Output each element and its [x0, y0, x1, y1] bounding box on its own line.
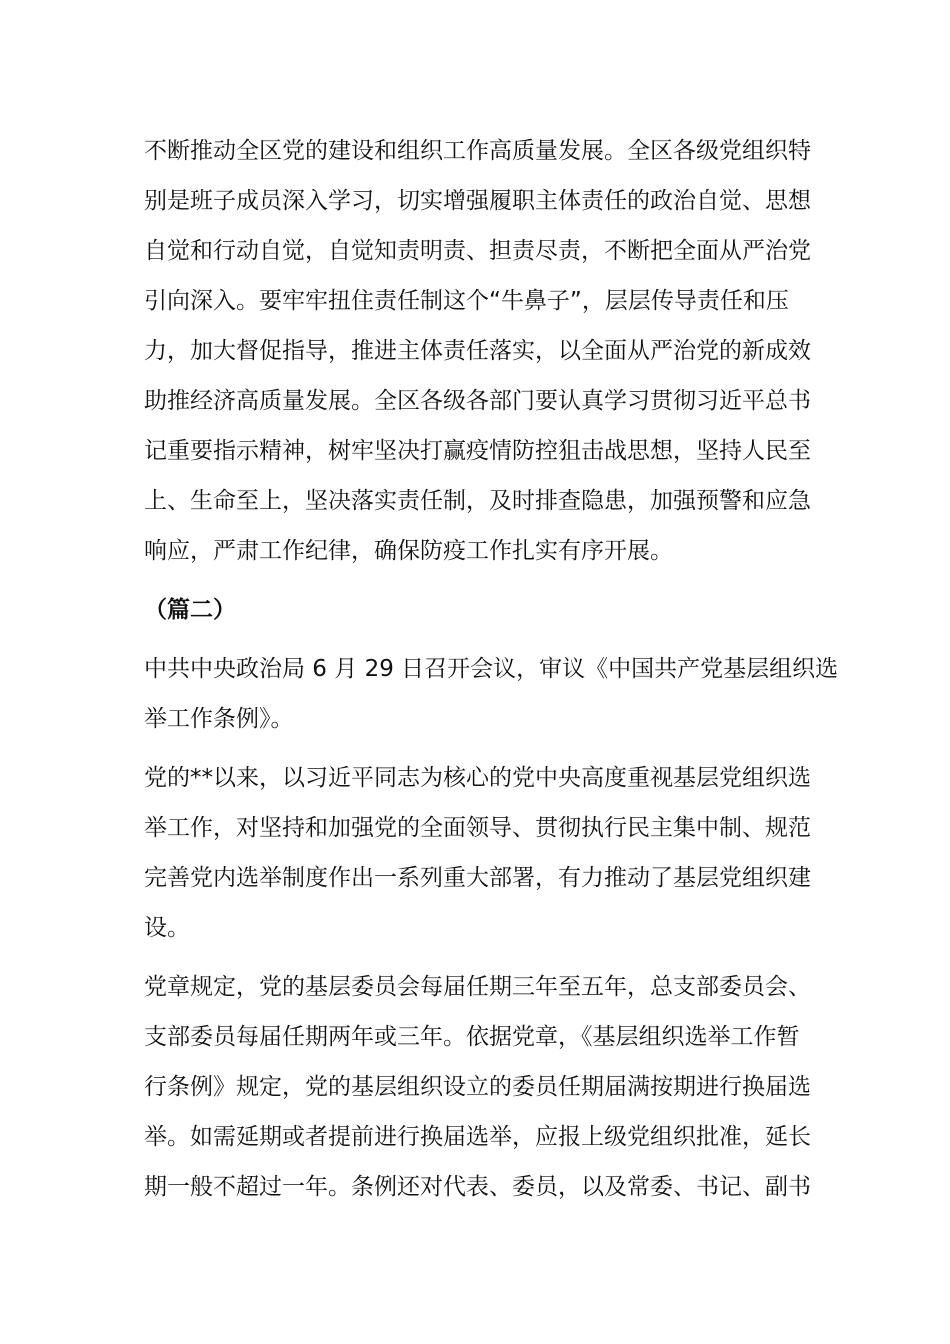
text-line: 自觉和行动自觉，自觉知责明责、担责尽责，不断把全面从严治党	[144, 238, 811, 264]
text-line: 完善党内选举制度作出一系列重大部署，有力推动了基层党组织建	[144, 865, 811, 891]
text-line: 行条例》规定，党的基层组织设立的委员任期届满按期进行换届选	[144, 1074, 811, 1100]
text-line: 党的**以来，以习近平同志为核心的党中央高度重视基层党组织选	[144, 765, 811, 791]
text-line: 力，加大督促指导，推进主体责任落实，以全面从严治党的新成效	[144, 338, 811, 364]
text-line: 别是班子成员深入学习，切实增强履职主体责任的政治自觉、思想	[144, 188, 811, 214]
paragraph-1	[144, 128, 811, 578]
text-line: 举工作条例》。	[144, 706, 294, 732]
text-line: 举。如需延期或者提前进行换届选举，应报上级党组织批准，延长	[144, 1124, 811, 1150]
text-line: 期一般不超过一年。条例还对代表、委员，以及常委、书记、副书	[144, 1174, 811, 1200]
section-heading: （篇二）	[144, 597, 236, 623]
text-line: 上、生命至上，坚决落实责任制，及时排查隐患，加强预警和应急	[144, 488, 811, 514]
document-body	[144, 128, 839, 1223]
text-line: 党章规定，党的基层委员会每届任期三年至五年，总支部委员会、	[144, 974, 811, 1000]
text-line: 中共中央政治局 6 月 29 日召开会议，审议《中国共产党基层组织选	[144, 656, 839, 682]
text-line: 响应，严肃工作纪律，确保防疫工作扎实有序开展。	[144, 538, 673, 564]
text-line: 举工作，对坚持和加强党的全面领导、贯彻执行民主集中制、规范	[144, 815, 811, 841]
text-line: 引向深入。要牢牢扭住责任制这个“牛鼻子”，层层传导责任和压	[144, 288, 789, 314]
paragraph-2	[144, 646, 839, 746]
text-line: 记重要指示精神，树牢坚决打赢疫情防控狙击战思想，坚持人民至	[144, 438, 811, 464]
text-line: 支部委员每届任期两年或三年。依据党章，《基层组织选举工作暂	[144, 1024, 800, 1050]
text-line: 助推经济高质量发展。全区各级各部门要认真学习贯彻习近平总书	[144, 388, 811, 414]
paragraph-4	[144, 964, 811, 1214]
paragraph-3	[144, 755, 811, 955]
text-line: 设。	[144, 915, 190, 941]
text-line: 不断推动全区党的建设和组织工作高质量发展。全区各级党组织特	[144, 138, 811, 164]
